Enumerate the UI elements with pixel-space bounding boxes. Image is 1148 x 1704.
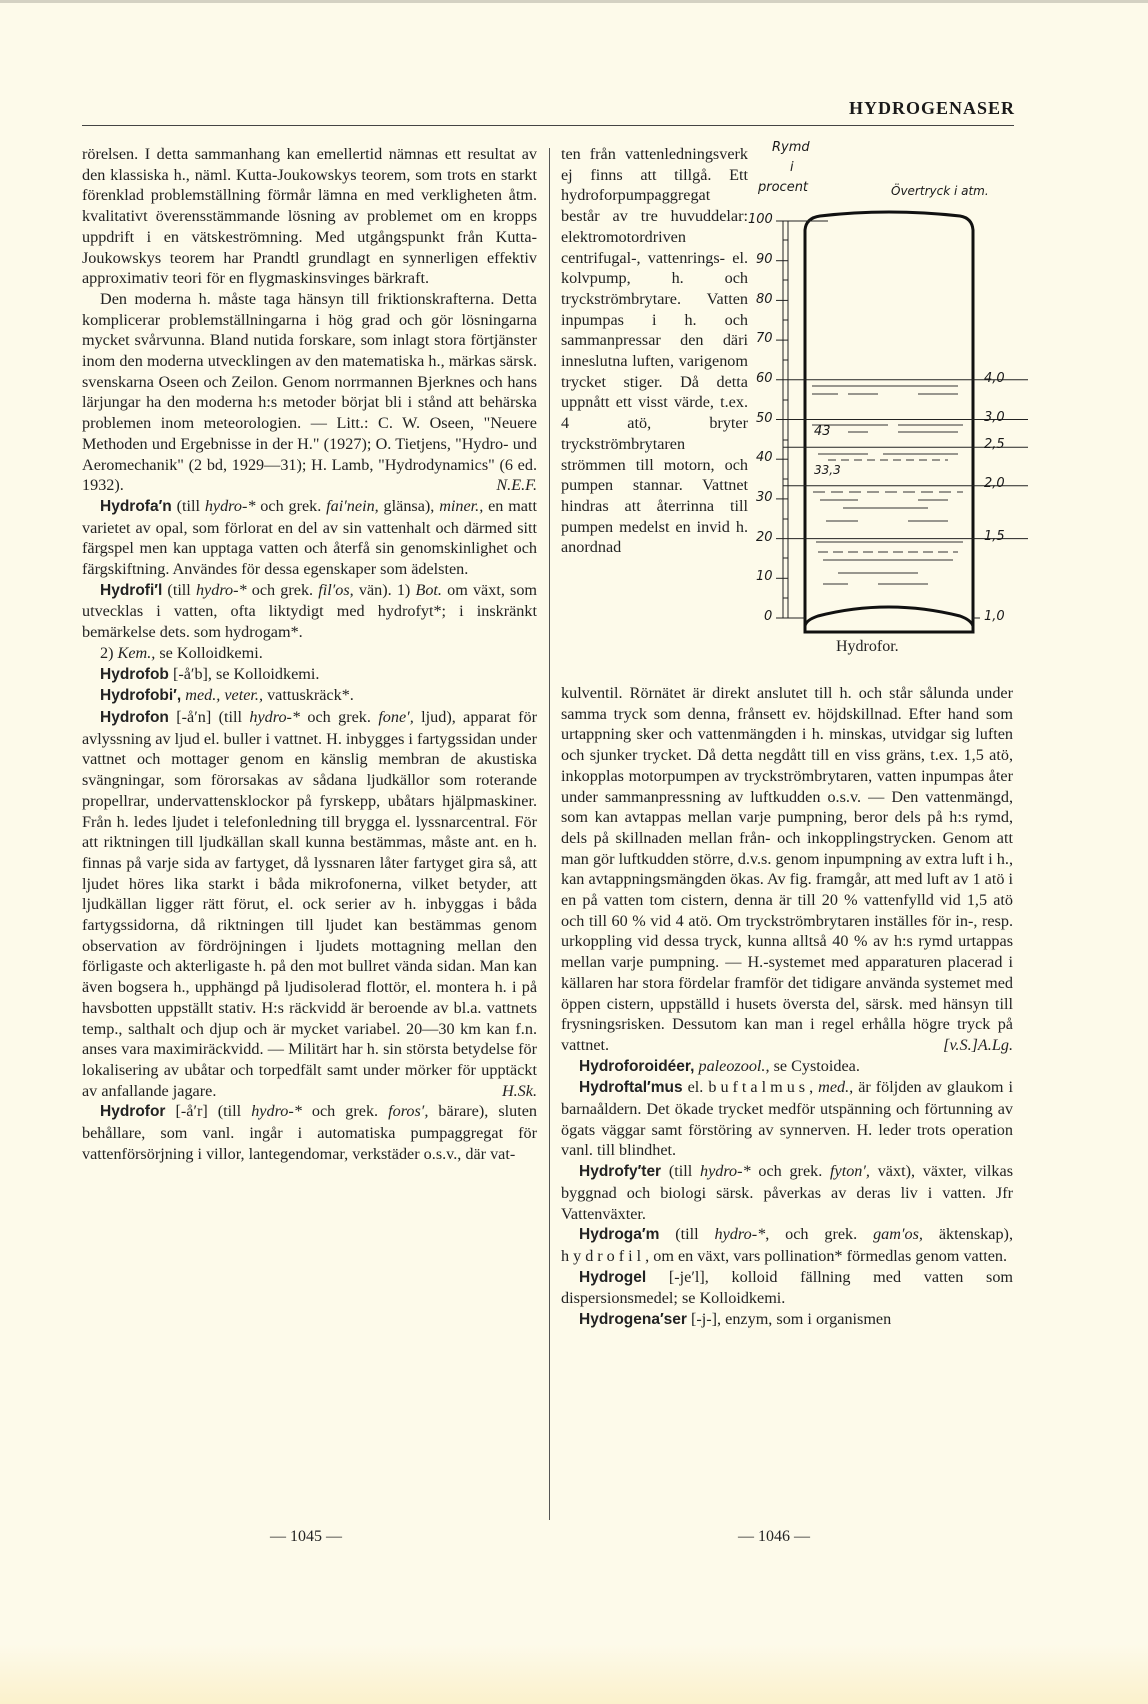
tick-40: 40 [756, 450, 773, 465]
paragraph-hydrodynamik-1: rörelsen. I detta sammanhang kan emellertid nämnas ett resultat av den klassiska h., näml. Kutta-Joukowskys teorem, som trots en starkt förenklad problemställning förmår lämna en med verkligheten åtm. kvalitativt överensstämmande lösning av problemet om en kropps uppdrift i en vätskeströmning. Med utgångspunkt från Kutta-Joukowskys teorem har Prandtl grundlagt en synnerligen effektiv approximativ teori för en flygmaskinsvinges bärkraft. [82, 145, 537, 288]
headword: Hydrofon [100, 708, 169, 726]
headword: Hydrofobi′, [100, 687, 182, 705]
tick-50: 50 [756, 411, 773, 426]
pressure-4-0: 4,0 [984, 371, 1005, 386]
page-top-edge [0, 0, 1148, 3]
tick-80: 80 [756, 292, 773, 307]
tick-20: 20 [756, 530, 773, 545]
left-axis-title-1: Rymd [772, 140, 810, 155]
hydrofor-figure [748, 140, 1028, 660]
entry-hydrofil-sense-2: 2) Kem., se Kolloidkemi. [100, 643, 263, 662]
tick-0: 0 [764, 609, 773, 624]
page-number-right: — 1046 — [738, 1528, 810, 1545]
headword: Hydrogel [579, 1268, 647, 1286]
tick-60: 60 [756, 371, 773, 386]
entry-hydrofob: Hydrofob [-å′b], se Kolloidkemi. [100, 664, 320, 683]
entry-hydroftalmus: Hydroftal′mus el. buftalmus, med., är följden av glaukom i barnaåldern. Det ökade trycket medför utspänning och förtunning av ögats väggar samt förstöring av synnerven. H. leder trots operation vanl. till blindhet. [561, 1078, 1014, 1160]
author-signature: [v.S.]A.Lg. [943, 1035, 1013, 1054]
pressure-3-0: 3,0 [984, 410, 1005, 425]
author-signature: H.Sk. [501, 1081, 537, 1100]
right-column [561, 683, 1013, 1331]
headword: Hydroforoidéer, [579, 1057, 695, 1075]
headword: Hydrofob [100, 665, 169, 683]
entry-hydrofyter: Hydrofy′ter (till hydro-* och grek. fyton′, växt), växter, vilkas byggnad och biologi särsk. påverkas av deras liv i vatten. Jfr Vattenväxter. [561, 1162, 1013, 1223]
paragraph-hydrodynamik-2: Den moderna h. måste taga hänsyn till friktionskrafterna. Detta komplicerar problemställningarna i hög grad och gör lösningarna mycket svårvunna. Bland nutida forskare, som inlagt stora förtjänster inom den moderna utvecklingen av den matematiska h., märkas särsk. svenskarna Oseen och Zeilon. Genom norrmannen Bjerknes och hans lärjungar ha den moderna h:s metoder börjat bli i stånd att behärska problemen inom meteorologien. — Litt.: C. W. Oseen, "Neuere Methoden und Ergebnisse in der H." (1927); O. Tietjens, "Hydro- und Aeromechanik" (2 bd, 1929—31); H. Lamb, "Hydrodynamics" (6 ed. 1932). N.E.F. [82, 289, 537, 495]
headword: Hydrofi′l [100, 581, 163, 599]
pressure-1-5: 1,5 [984, 529, 1005, 544]
tank-diagram [748, 140, 1028, 640]
entry-hydrofan: Hydrofa′n (till hydro-* och grek. fai′nein, glänsa), miner., en matt varietet av opal, som förlorat en del av sin vattenhalt och därmed sitt färgspel men kan upptaga vatten och återfå sin genomskinlighet och färgskiftning. Användes för dessa egenskaper som ädelsten. [82, 496, 537, 579]
tick-10: 10 [756, 569, 773, 584]
entry-hydrofor: Hydrofor [-å′r] (till hydro-* och grek. foros′, bärare), sluten behållare, som vanl. ingår i automatiska pumpaggregat för vattenförsörjning i villor, lantegendomar, verkstäder o.s.v., där vat- [82, 1102, 537, 1163]
column-divider [549, 148, 550, 1520]
headword: Hydrofor [100, 1103, 166, 1121]
header-rule [82, 125, 1014, 126]
right-column-narrow [561, 144, 748, 558]
running-head: HYDROGENASER [848, 98, 1015, 118]
entry-hydrogenaser: Hydrogena′ser [-j-], enzym, som i organismen [579, 1310, 892, 1329]
entry-hydrofor-continued: ten från vattenledningsverk ej finns att tillgå. Ett hydroforpumpaggregat består av tre huvuddelar: elektromotordriven centrifugal-, vattenrings- el. kolvpump, h. och tryckströmbrytare. Vatten inpumpas i h. och sammanpressar den däri inneslutna luften, varigenom trycket stiger. Då detta uppnått ett visst värde, t.ex. 4 atö, bryter tryckströmbrytaren strömmen till motorn, och pumpen stannar. Vattnet hindras att återrinna till pumpen medelst en invid h. anordnad [561, 145, 748, 557]
inner-label-43: 43 [814, 424, 831, 439]
left-axis-title-3: procent [758, 180, 809, 195]
entry-hydrofil: Hydrofi′l (till hydro-* och grek. fil′os, vän). 1) Bot. om växt, som utvecklas i vatten, ofta liktydigt med hydrofyt*; i inskränkt bemärkelse dets. som hydrogam*. [82, 580, 538, 642]
right-axis-title: Övertryck i atm. [891, 184, 989, 198]
entry-hydrogel: Hydrogel [-je′l], kolloid fällning med vatten som dispersionsmedel; se Kolloidkemi. [561, 1267, 1013, 1308]
headword: Hydrofa′n [100, 497, 172, 515]
figure-caption: Hydrofor. [836, 638, 899, 655]
left-axis-title-2: i [790, 160, 794, 175]
tick-70: 70 [756, 331, 773, 346]
headword: Hydrofy′ter [579, 1163, 662, 1181]
entry-hydrofor-continued-2: kulventil. Rörnätet är direkt anslutet till h. och står sålunda under samma tryck som denna, frånsett ev. höjdskillnad. Efter hand som urtappning sker och vattenmängden i h. minskas, utvidgar sig luften och sjunker trycket. Då detta negdått till en viss gräns, t.ex. 1,5 atö, inkopplas motorpumpen av tryckströmbrytaren, vatten inpumpas åter under sammanpressning av luftkudden o.s.v. — Den vattenmängd, som kan avtappas mellan varje pumpning, beror dels på h:s rymd, dels på skillnaden mellan från- och inkopplingstrycken. Genom att man gör luftkudden större, d.v.s. genom inpumpning av extra luft i h., kan avtappningsmängden ökas. Av fig. framgår, att med luft av 1 atö i en på vatten tom cistern, denna är till 20 % vattenfylld vid 1,5 atö och till 60 % vid 4 atö. Om tryckströmbrytaren inställes för in-, resp. urkoppling vid dessa tryck, kunna alltså 40 % av h:s rymd urtappas mellan varje pumpning. — H.-systemet med apparaturen placerad i källaren har stora fördelar framför det tidigare använda systemet med öppen cistern, uppställd i husets översta del, särsk. med hänsyn till frysningsrisken. Dessutom kan man i regel erhålla högre tryck på vattnet. [v.S.]A.Lg. [561, 684, 1013, 1054]
entry-hydrofobi: Hydrofobi′, med., veter., vattuskräck*. [100, 686, 354, 705]
pressure-2-5: 2,5 [984, 437, 1005, 452]
headword: Hydroga′m [579, 1226, 660, 1244]
pressure-2-0: 2,0 [984, 476, 1005, 491]
entry-hydrogam: Hydroga′m (till hydro-*, och grek. gam′os, äktenskap), hydrofil, om en växt, vars pollination* förmedlas genom vatten. [561, 1225, 1013, 1265]
page-bottom-shade [0, 1644, 1148, 1704]
entry-hydroforoideer: Hydroforoidéer, paleozool., se Cystoidea. [579, 1056, 860, 1075]
headword: Hydrogena′ser [579, 1311, 687, 1329]
pressure-1-0: 1,0 [984, 609, 1005, 624]
tick-100: 100 [748, 212, 773, 227]
tick-90: 90 [756, 252, 773, 267]
headword: Hydroftal′mus [579, 1079, 683, 1097]
author-signature: N.E.F. [496, 476, 537, 495]
entry-hydrofon: Hydrofon [-å′n] (till hydro-* och grek. fone′, ljud), apparat för avlyssning av ljud el. buller i vattnet. H. inbygges i fartygssidan under vattnet och mottager genom en känslig membran de akustiska svängningar, som förorsakas av sådana ljudkällor som roterande propellrar, undervattensklockor på fyrskepp, ubåtars hjälpmaskiner. Från h. ledes ljudet i telefonledning till brygga el. lyssnarcentral. För att riktningen till ljudkällan skall kunna bestämmas, måste ant. en h. finnas på varje sida av fartyget, då lyssnaren låter fartyget gira så, att ljudet höres lika starkt i båda mikrofonerna, vilket betyder, att ljudkällan ligger rätt förut, el. ock serier av h. inbyggas i båda fartygssidorna, då riktningen till ljudet kan bestämmas genom observation av fördröjningen i ljudets mottagning mellan den förligaste och akterligaste h. på den mot bullret vända sidan. Man kan även bogsera h., upphängd på ljudisolerad flottör, el. montera h. i på havsbotten uppställt stativ. H:s räckvidd är beroende av bl.a. vattnets temp., salthalt och djup och är mycket variabel. 20—30 km kan f.n. anses vara maximiräckvidd. — Militärt har h. sin största betydelse för lokalisering av ubåtar och torpedfält samt under mörker för upptäckt av anfallande jagare. H.Sk. [82, 707, 538, 1100]
inner-label-33-3: 33,3 [814, 463, 841, 477]
left-column [82, 144, 537, 1164]
tick-30: 30 [756, 490, 773, 505]
page-number-left: — 1045 — [270, 1528, 342, 1545]
